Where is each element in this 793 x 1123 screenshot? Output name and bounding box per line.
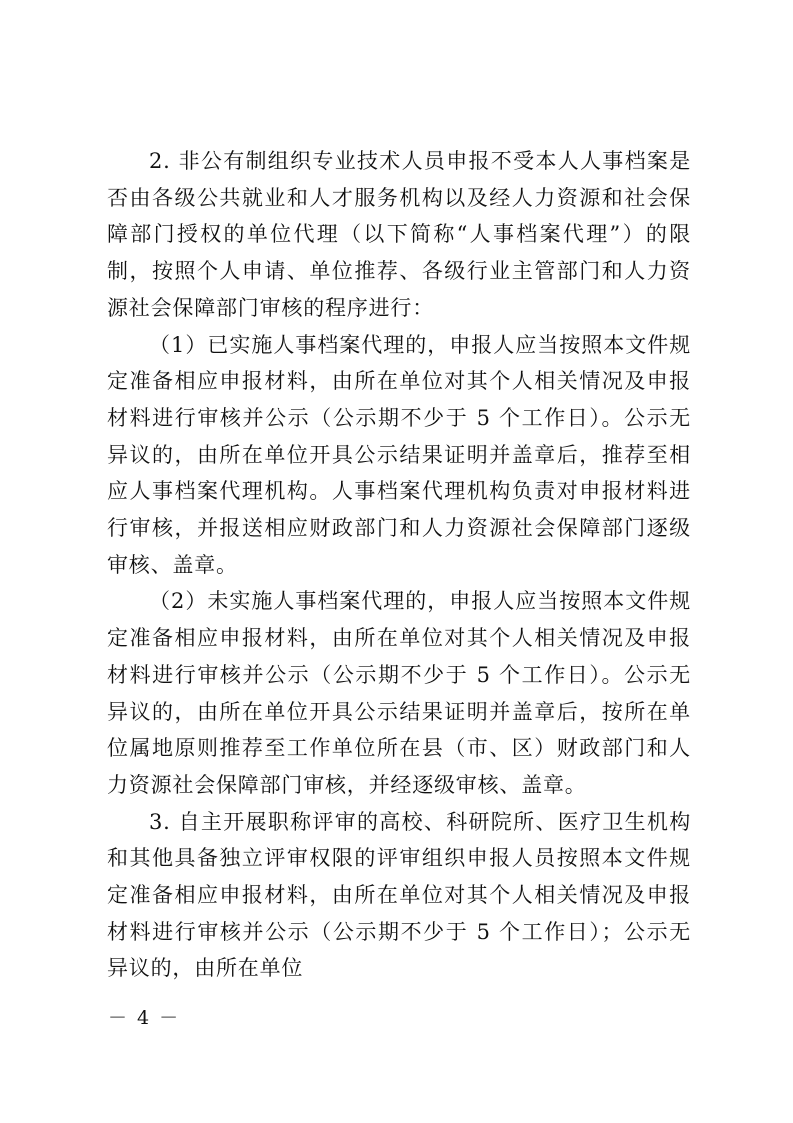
page-number: － 4 －: [108, 1007, 181, 1029]
paragraph-sub-item-2: （2）未实施人事档案代理的，申报人应当按照本文件规定准备相应申报材料，由所在单位对其个人相关情况及申报材料进行审核并公示（公示期不少于 5 个工作日）。公示无异议的，由所在单位开具公示结果证明并盖章后，按所在单位属地原则推荐至工作单位所在县（市、区）财政部门和人力资源社会保障部门审核，并经逐级审核、盖章。: [107, 589, 691, 797]
document-body: [107, 143, 691, 987]
paragraph-item-3: 3. 自主开展职称评审的高校、科研院所、医疗卫生机构和其他具备独立评审权限的评审组织申报人员按照本文件规定准备相应申报材料，由所在单位对其个人相关情况及申报材料进行审核并公示（公示期不少于 5 个工作日）；公示无异议的，由所在单位: [107, 809, 691, 981]
paragraph-sub-item-1: （1）已实施人事档案代理的，申报人应当按照本文件规定准备相应申报材料，由所在单位对其个人相关情况及申报材料进行审核并公示（公示期不少于 5 个工作日）。公示无异议的，由所在单位开具公示结果证明并盖章后，推荐至相应人事档案代理机构。人事档案代理机构负责对申报材料进行审核，并报送相应财政部门和人力资源社会保障部门逐级审核、盖章。: [107, 332, 691, 577]
paragraph-item-2: 2. 非公有制组织专业技术人员申报不受本人人事档案是否由各级公共就业和人才服务机构以及经人力资源和社会保障部门授权的单位代理（以下简称“人事档案代理”）的限制，按照个人申请、单位推荐、各级行业主管部门和人力资源社会保障部门审核的程序进行：: [107, 149, 691, 320]
